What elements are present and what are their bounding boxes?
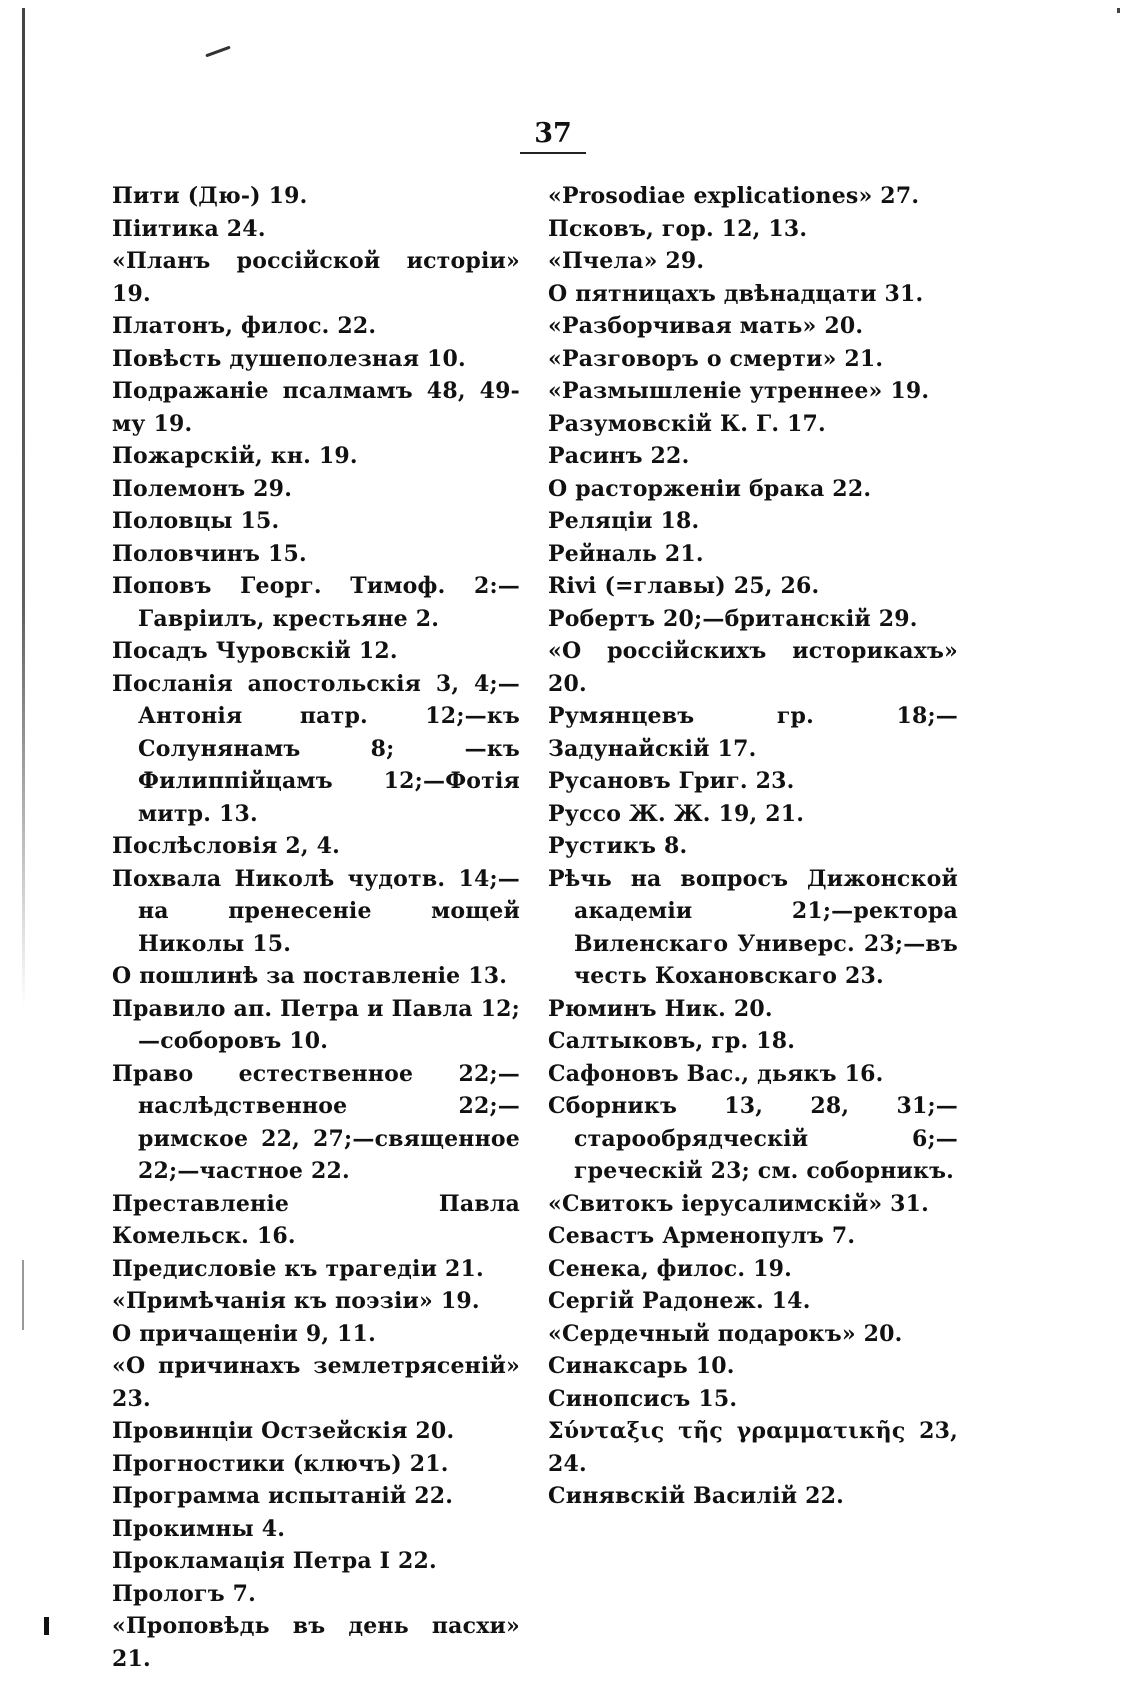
index-entry: Синопсисъ 15. — [548, 1385, 738, 1412]
index-entry: Псковъ, гор. 12, 13. — [548, 215, 808, 242]
index-entry: Полемонъ 29. — [112, 475, 293, 502]
index-entry: Піитика 24. — [112, 215, 266, 242]
index-entry: Русановъ Григ. 23. — [548, 768, 795, 794]
index-entry: Предисловіе къ трагедіи 21. — [112, 1255, 484, 1282]
index-entry: «Сердечный подарокъ» 20. — [548, 1320, 903, 1347]
page-number: 37 — [534, 118, 572, 149]
index-entry: О причащеніи 9, 11. — [112, 1320, 376, 1347]
index-entry: Послѣсловія 2, 4. — [112, 833, 340, 859]
index-entry: Реляціи 18. — [548, 508, 700, 534]
index-entry: Сенека, филос. 19. — [548, 1255, 792, 1282]
index-entry: О пошлинѣ за поставленіе 13. — [112, 963, 508, 989]
index-entry: Прологъ 7. — [112, 1580, 257, 1607]
index-entry: «Пчела» 29. — [548, 248, 705, 274]
index-entry: Руссо Ж. Ж. 19, 21. — [548, 800, 805, 827]
index-entry: Правило ап. Петра и Павла 12;—соборовъ 10. — [112, 995, 520, 1054]
index-entry: «Разговоръ о смерти» 21. — [548, 345, 884, 372]
index-entry: Румянцевъ гр. 18;—Задунайскій 17. — [548, 703, 958, 762]
index-entry: Половчинъ 15. — [112, 540, 307, 567]
index-entry: «Размышленіе утреннее» 19. — [548, 378, 930, 404]
page-number-underline — [520, 152, 586, 154]
index-entry: Подражаніе псалмамъ 48, 49-му 19. — [112, 378, 520, 437]
index-entry: Прокимны 4. — [112, 1515, 286, 1542]
index-entry: Rivi (=главы) 25, 26. — [548, 573, 820, 599]
index-entry: Прогностики (ключъ) 21. — [112, 1450, 449, 1477]
index-entry: Σύνταξις τῆς γραμματικῆς 23, 24. — [548, 1418, 958, 1477]
scan-page-edge-lower — [22, 1260, 24, 1330]
scan-page-edge — [22, 8, 25, 1008]
index-entry: О расторженіи брака 22. — [548, 475, 872, 502]
index-entry: Повѣсть душеполезная 10. — [112, 345, 466, 372]
index-entry: «Проповѣдь въ день пасхи» 21. — [112, 1613, 520, 1672]
index-entry: Севастъ Арменопулъ 7. — [548, 1223, 856, 1249]
index-entry: Посадъ Чуровскій 12. — [112, 638, 398, 664]
index-entry: Рустикъ 8. — [548, 833, 688, 859]
scan-speck — [205, 46, 230, 58]
index-entry: «О россійскихъ историкахъ» 20. — [548, 638, 958, 697]
index-column-left — [112, 180, 520, 1675]
index-entry: Программа испытаній 22. — [112, 1483, 454, 1509]
index-entry: Преставленіе Павла Комельск. 16. — [112, 1190, 520, 1249]
index-entry: «Планъ россійской исторіи» 19. — [112, 248, 520, 307]
index-entry: «Разборчивая мать» 20. — [548, 313, 864, 339]
index-entry: Платонъ, филос. 22. — [112, 313, 377, 339]
index-entry: Робертъ 20;—британскій 29. — [548, 605, 918, 632]
index-entry: Сергій Радонеж. 14. — [548, 1288, 811, 1314]
index-entry: Рюминъ Ник. 20. — [548, 995, 773, 1022]
index-column-right — [548, 180, 958, 1513]
index-entry: Похвала Николѣ чудотв. 14;—на пренесеніе мощей Николы 15. — [112, 865, 520, 957]
index-entry: Рейналь 21. — [548, 540, 704, 567]
index-entry: Расинъ 22. — [548, 443, 690, 469]
index-entry: Половцы 15. — [112, 508, 280, 534]
scan-dot — [1117, 8, 1120, 13]
index-entry: Синаксарь 10. — [548, 1353, 735, 1379]
index-entry: Разумовскій К. Г. 17. — [548, 410, 826, 437]
index-entry: Салтыковъ, гр. 18. — [548, 1028, 796, 1054]
index-entry: Рѣчь на вопросъ Дижонской академіи 21;—ректора Виленскаго Универс. 23;—въ честь Кохановскаго 23. — [548, 865, 958, 989]
index-entry: Право естественное 22;—наслѣдственное 22;—римское 22, 27;—священное 22;—частное 22. — [112, 1060, 520, 1184]
index-entry: Посланія апостольскія 3, 4;—Антонія патр. 12;—къ Солунянамъ 8; —къ Филиппійцамъ 12;—Фотія митр. 13. — [112, 670, 520, 827]
index-entry: Сафоновъ Вас., дьякъ 16. — [548, 1060, 884, 1087]
index-entry: «Примѣчанія къ поэзіи» 19. — [112, 1288, 480, 1314]
index-entry: «Свитокъ іерусалимскій» 31. — [548, 1190, 930, 1217]
scan-mark — [44, 1617, 49, 1635]
index-entry: Пити (Дю-) 19. — [112, 183, 308, 209]
index-entry: Провинціи Остзейскія 20. — [112, 1418, 455, 1444]
index-entry: Сборникъ 13, 28, 31;—старообрядческій 6;—греческій 23; см. соборникъ. — [548, 1093, 958, 1184]
index-entry: Прокламація Петра I 22. — [112, 1548, 437, 1574]
index-entry: Пожарскій, кн. 19. — [112, 443, 358, 469]
index-entry: Поповъ Георг. Тимоф. 2:—Гавріилъ, крестьяне 2. — [112, 573, 520, 632]
index-entry: О пятницахъ двѣнадцати 31. — [548, 280, 924, 307]
index-entry: «Prosodiae explicationes» 27. — [548, 183, 920, 209]
index-entry: Синявскій Василій 22. — [548, 1483, 844, 1509]
index-entry: «О причинахъ землетрясеній» 23. — [112, 1353, 520, 1412]
